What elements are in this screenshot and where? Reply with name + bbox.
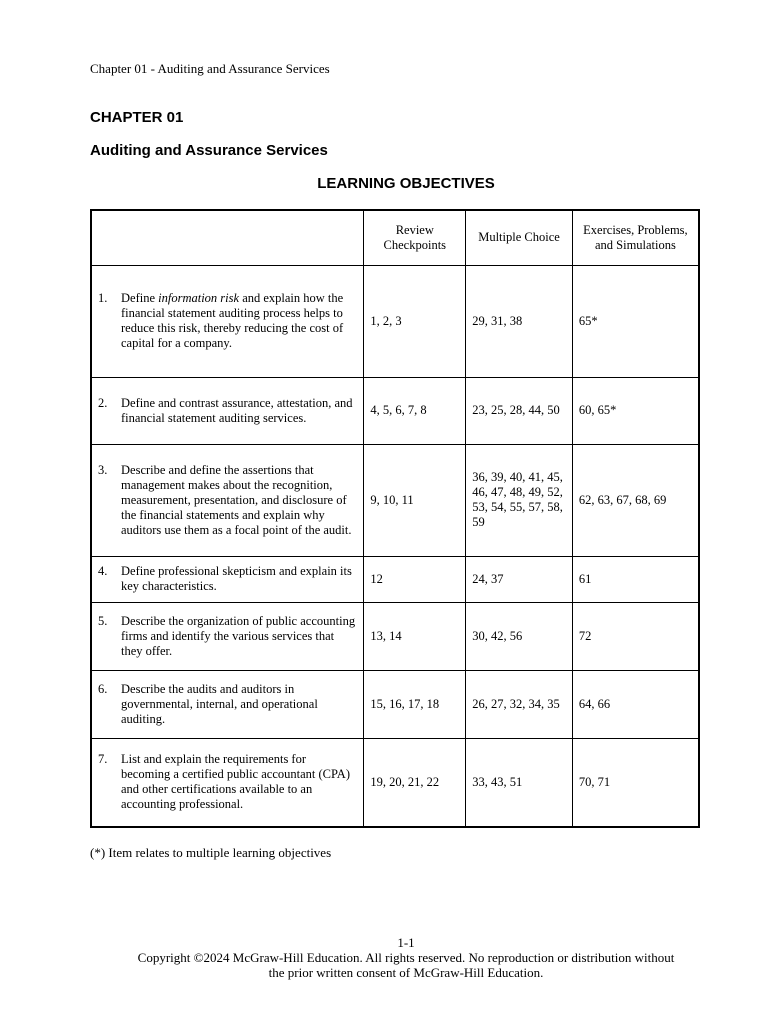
column-header-multiple-choice: Multiple Choice <box>466 210 573 265</box>
chapter-number: CHAPTER 01 <box>90 109 184 126</box>
objective-cell <box>91 670 364 738</box>
page-footer <box>130 935 682 980</box>
exercises-cell: 70, 71 <box>572 738 699 827</box>
table-row <box>91 670 699 738</box>
multiple-choice-cell: 23, 25, 28, 44, 50 <box>466 377 573 444</box>
multiple-choice-cell: 29, 31, 38 <box>466 265 573 377</box>
objective-cell <box>91 602 364 670</box>
multiple-choice-cell: 26, 27, 32, 34, 35 <box>466 670 573 738</box>
column-header-objective <box>91 210 364 265</box>
objective-text: Describe the organization of public accounting firms and identify the various services that they offer. <box>121 613 356 658</box>
exercises-cell: 65* <box>572 265 699 377</box>
review-checkpoints-cell: 13, 14 <box>364 602 466 670</box>
objective-text: Define and contrast assurance, attestation, and financial statement auditing services. <box>121 395 353 425</box>
review-checkpoints-cell: 1, 2, 3 <box>364 265 466 377</box>
objective-number: 5. <box>98 613 108 628</box>
exercises-cell: 61 <box>572 556 699 602</box>
exercises-cell: 72 <box>572 602 699 670</box>
objective-text: Describe and define the assertions that management makes about the recognition, measurement, presentation, and disclosure of the financial statements and explain why auditors use them as a focal point of the audit. <box>121 462 352 537</box>
objective-number: 3. <box>98 462 108 477</box>
objective-text: List and explain the requirements for becoming a certified public accountant (CPA) and other certifications available to an accounting professional. <box>121 752 350 812</box>
objective-number: 1. <box>98 291 108 305</box>
table-row <box>91 444 699 556</box>
objective-cell <box>91 556 364 602</box>
multiple-choice-cell: 36, 39, 40, 41, 45, 46, 47, 48, 49, 52, 53, 54, 55, 57, 58, 59 <box>466 444 573 556</box>
exercises-cell: 62, 63, 67, 68, 69 <box>572 444 699 556</box>
table-row <box>91 738 699 827</box>
exercises-cell: 60, 65* <box>572 377 699 444</box>
objective-cell <box>91 377 364 444</box>
objective-number: 2. <box>98 395 108 410</box>
objective-text: Describe the audits and auditors in governmental, internal, and operational auditing. <box>121 681 318 726</box>
review-checkpoints-cell: 19, 20, 21, 22 <box>364 738 466 827</box>
table-header-row <box>91 210 699 265</box>
objective-number: 6. <box>98 681 108 696</box>
review-checkpoints-cell: 9, 10, 11 <box>364 444 466 556</box>
multiple-choice-cell: 33, 43, 51 <box>466 738 573 827</box>
table-row <box>91 377 699 444</box>
learning-objectives-heading: LEARNING OBJECTIVES <box>317 175 495 192</box>
multiple-choice-cell: 24, 37 <box>466 556 573 602</box>
exercises-cell: 64, 66 <box>572 670 699 738</box>
objective-cell <box>91 444 364 556</box>
review-checkpoints-cell: 12 <box>364 556 466 602</box>
table-row <box>91 556 699 602</box>
objective-text: Define information risk and explain how the financial statement auditing process helps to reduce this risk, thereby reducing the cost of capital for a company. <box>121 291 344 350</box>
running-header: Chapter 01 - Auditing and Assurance Services <box>90 61 330 76</box>
page-number: 1-1 <box>397 935 415 950</box>
objective-number: 4. <box>98 564 108 578</box>
review-checkpoints-cell: 15, 16, 17, 18 <box>364 670 466 738</box>
table-row <box>91 265 699 377</box>
chapter-title: Auditing and Assurance Services <box>90 142 328 159</box>
footnote: (*) Item relates to multiple learning objectives <box>90 845 332 860</box>
multiple-choice-cell: 30, 42, 56 <box>466 602 573 670</box>
column-header-exercises: Exercises, Problems, and Simulations <box>572 210 699 265</box>
objective-cell <box>91 738 364 827</box>
objective-cell <box>91 265 364 377</box>
copyright-notice: Copyright ©2024 McGraw-Hill Education. All rights reserved. No reproduction or distribution without the prior written consent of McGraw-Hill Education. <box>137 950 675 980</box>
review-checkpoints-cell: 4, 5, 6, 7, 8 <box>364 377 466 444</box>
learning-objectives-table <box>90 209 700 828</box>
column-header-review: Review Checkpoints <box>364 210 466 265</box>
objective-number: 7. <box>98 752 108 767</box>
objective-text: Define professional skepticism and explain its key characteristics. <box>121 564 352 593</box>
table-row <box>91 602 699 670</box>
